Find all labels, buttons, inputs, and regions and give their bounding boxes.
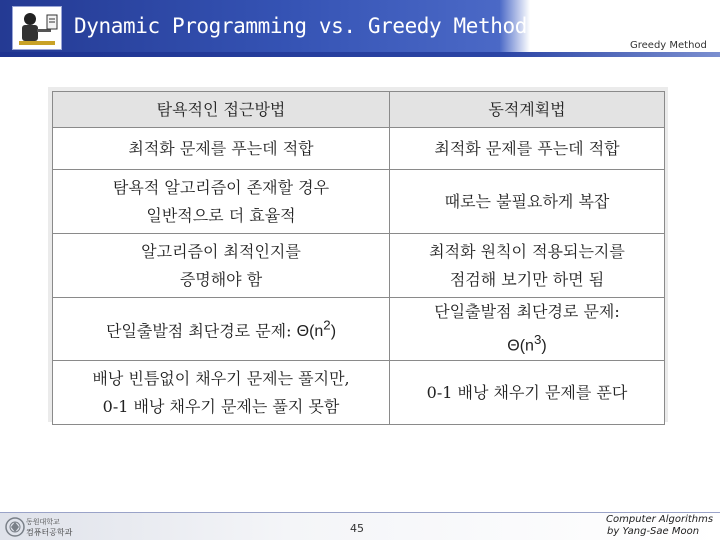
table-cell — [390, 128, 665, 170]
table-cell — [53, 128, 390, 170]
cell-text: 때로는 불필요하게 복잡 — [444, 191, 610, 211]
cell-text: 일반적으로 더 효율적 — [146, 205, 296, 225]
cell-text: 탐욕적 알고리즘이 존재할 경우 — [112, 177, 330, 197]
comparison-table-frame — [48, 87, 668, 422]
table-cell — [390, 170, 665, 234]
table-cell — [53, 234, 390, 298]
page-number: 45 — [350, 522, 364, 535]
cell-text: 증명해야 함 — [179, 269, 263, 289]
table-cell — [390, 361, 665, 425]
author-credit: by Yang-Sae Moon — [607, 526, 700, 537]
department-name: 컴퓨터공학과 — [26, 528, 73, 537]
cell-text: 알고리즘이 최적인지를 — [141, 241, 301, 261]
exponent: 3 — [533, 332, 542, 347]
university-name: 동원대학교 — [26, 518, 60, 526]
exponent: 2 — [323, 318, 331, 333]
cell-text: 단일출발점 최단경로 문제: — [434, 302, 620, 321]
cell-text: 0-1 배낭 채우기 문제를 푼다 — [426, 382, 628, 402]
table-row — [53, 234, 665, 298]
header-greedy — [53, 92, 390, 128]
header-dynamic — [390, 92, 665, 128]
table-cell — [53, 170, 390, 234]
complexity-value — [296, 318, 337, 341]
slide-title: Dynamic Programming vs. Greedy Method — [74, 14, 527, 38]
cell-text: 0-1 배낭 채우기 문제는 풀지 못함 — [102, 396, 340, 416]
theta-notation: Θ(n — [507, 337, 534, 355]
table-row — [53, 298, 665, 361]
header-dynamic-label: 동적계획법 — [488, 99, 566, 119]
table-row — [53, 361, 665, 425]
cell-text: 최적화 문제를 푸는데 적합 — [434, 138, 620, 158]
table-row — [53, 128, 665, 170]
table-cell — [53, 361, 390, 425]
table-cell — [390, 298, 665, 361]
theta-notation: Θ(n — [296, 323, 324, 341]
cell-text-part: 단일출발점 최단경로 문제: — [105, 321, 297, 341]
cell-text: 최적화 문제를 푸는데 적합 — [128, 138, 314, 158]
table-cell — [53, 298, 390, 361]
close-paren: ) — [330, 323, 337, 341]
table-header-row — [53, 92, 665, 128]
header-greedy-label: 탐욕적인 접근방법 — [156, 99, 286, 119]
slide-subtitle: Greedy Method — [630, 40, 707, 51]
cell-text: 배낭 빈틈없이 채우기 문제는 풀지만, — [92, 368, 350, 388]
cell-text: 최적화 원칙이 적용되는지를 — [429, 241, 625, 261]
header-rule — [0, 52, 720, 57]
close-paren: ) — [541, 337, 547, 355]
comparison-table — [52, 91, 665, 425]
table-cell — [390, 234, 665, 298]
complexity-value — [396, 326, 658, 360]
cell-text — [59, 312, 383, 346]
table-row — [53, 170, 665, 234]
course-credit: Computer Algorithms — [606, 514, 714, 525]
cell-text: 점검해 보기만 하면 됨 — [449, 269, 605, 289]
professor-clipart-icon — [12, 6, 62, 50]
